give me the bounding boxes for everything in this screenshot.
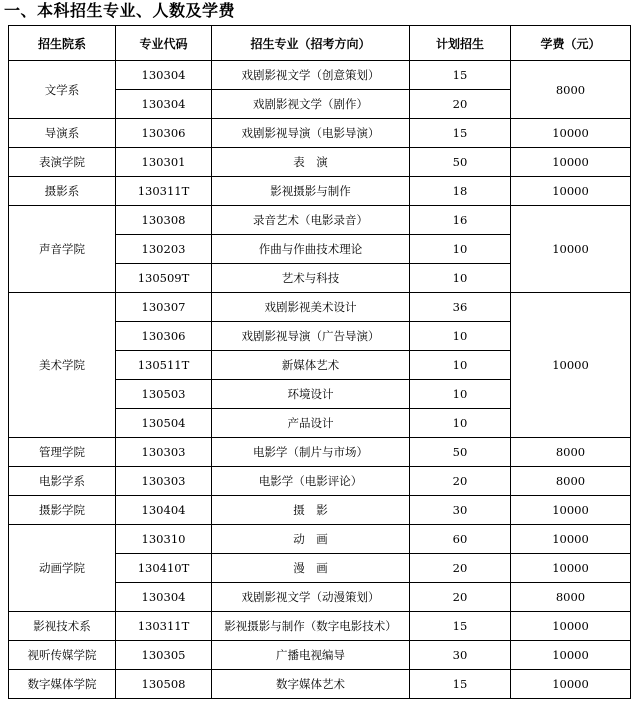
department-cell: 数字媒体学院 — [9, 670, 116, 699]
code-cell: 130311T — [116, 177, 212, 206]
header-code: 专业代码 — [116, 26, 212, 61]
fee-cell: 10000 — [511, 206, 631, 293]
table-row — [9, 177, 631, 206]
major-cell: 数字媒体艺术 — [212, 670, 410, 699]
table-row — [9, 467, 631, 496]
header-fee: 学费（元） — [511, 26, 631, 61]
major-cell: 戏剧影视导演（电影导演） — [212, 119, 410, 148]
table-header-row — [9, 26, 631, 61]
table-row — [9, 525, 631, 554]
quota-cell: 30 — [410, 496, 511, 525]
code-cell: 130503 — [116, 380, 212, 409]
code-cell: 130304 — [116, 61, 212, 90]
code-cell: 130508 — [116, 670, 212, 699]
major-cell: 戏剧影视美术设计 — [212, 293, 410, 322]
code-cell: 130306 — [116, 119, 212, 148]
department-cell: 声音学院 — [9, 206, 116, 293]
code-cell: 130511T — [116, 351, 212, 380]
code-cell: 130203 — [116, 235, 212, 264]
department-cell: 动画学院 — [9, 525, 116, 612]
code-cell: 130410T — [116, 554, 212, 583]
major-cell: 环境设计 — [212, 380, 410, 409]
major-cell: 摄 影 — [212, 496, 410, 525]
quota-cell: 10 — [410, 351, 511, 380]
section-title: 一、本科招生专业、人数及学费 — [4, 1, 236, 20]
quota-cell: 10 — [410, 235, 511, 264]
quota-cell: 50 — [410, 148, 511, 177]
table-row — [9, 206, 631, 235]
quota-cell: 50 — [410, 438, 511, 467]
code-cell: 130301 — [116, 148, 212, 177]
major-cell: 戏剧影视文学（剧作） — [212, 90, 410, 119]
quota-cell: 15 — [410, 612, 511, 641]
department-cell: 摄影系 — [9, 177, 116, 206]
major-cell: 漫 画 — [212, 554, 410, 583]
major-cell: 产品设计 — [212, 409, 410, 438]
quota-cell: 15 — [410, 670, 511, 699]
table-row — [9, 612, 631, 641]
major-cell: 新媒体艺术 — [212, 351, 410, 380]
major-cell: 戏剧影视文学（创意策划） — [212, 61, 410, 90]
header-department: 招生院系 — [9, 26, 116, 61]
quota-cell: 20 — [410, 90, 511, 119]
major-cell: 艺术与科技 — [212, 264, 410, 293]
quota-cell: 15 — [410, 61, 511, 90]
fee-cell: 10000 — [511, 177, 631, 206]
quota-cell: 20 — [410, 583, 511, 612]
quota-cell: 18 — [410, 177, 511, 206]
department-cell: 电影学系 — [9, 467, 116, 496]
quota-cell: 10 — [410, 264, 511, 293]
table-row — [9, 148, 631, 177]
major-cell: 影视摄影与制作（数字电影技术） — [212, 612, 410, 641]
code-cell: 130310 — [116, 525, 212, 554]
quota-cell: 30 — [410, 641, 511, 670]
fee-cell: 8000 — [511, 438, 631, 467]
code-cell: 130303 — [116, 438, 212, 467]
fee-cell: 10000 — [511, 293, 631, 438]
table-row — [9, 496, 631, 525]
department-cell: 影视技术系 — [9, 612, 116, 641]
table-row — [9, 61, 631, 90]
major-cell: 作曲与作曲技术理论 — [212, 235, 410, 264]
code-cell: 130306 — [116, 322, 212, 351]
fee-cell: 10000 — [511, 670, 631, 699]
major-cell: 动 画 — [212, 525, 410, 554]
department-cell: 文学系 — [9, 61, 116, 119]
major-cell: 戏剧影视文学（动漫策划） — [212, 583, 410, 612]
department-cell: 表演学院 — [9, 148, 116, 177]
quota-cell: 36 — [410, 293, 511, 322]
major-cell: 录音艺术（电影录音） — [212, 206, 410, 235]
quota-cell: 10 — [410, 322, 511, 351]
code-cell: 130504 — [116, 409, 212, 438]
department-cell: 摄影学院 — [9, 496, 116, 525]
fee-cell: 10000 — [511, 641, 631, 670]
enrollment-table — [8, 25, 631, 699]
department-cell: 视听传媒学院 — [9, 641, 116, 670]
quota-cell: 10 — [410, 409, 511, 438]
header-major: 招生专业（招考方向） — [212, 26, 410, 61]
quota-cell: 10 — [410, 380, 511, 409]
fee-cell: 8000 — [511, 583, 631, 612]
quota-cell: 60 — [410, 525, 511, 554]
fee-cell: 10000 — [511, 554, 631, 583]
department-cell: 导演系 — [9, 119, 116, 148]
fee-cell: 8000 — [511, 61, 631, 119]
table-row — [9, 670, 631, 699]
code-cell: 130305 — [116, 641, 212, 670]
quota-cell: 15 — [410, 119, 511, 148]
table-row — [9, 641, 631, 670]
department-cell: 美术学院 — [9, 293, 116, 438]
major-cell: 电影学（制片与市场） — [212, 438, 410, 467]
table-row — [9, 293, 631, 322]
table-row — [9, 438, 631, 467]
major-cell: 影视摄影与制作 — [212, 177, 410, 206]
fee-cell: 10000 — [511, 496, 631, 525]
code-cell: 130304 — [116, 90, 212, 119]
code-cell: 130404 — [116, 496, 212, 525]
code-cell: 130304 — [116, 583, 212, 612]
code-cell: 130308 — [116, 206, 212, 235]
department-cell: 管理学院 — [9, 438, 116, 467]
fee-cell: 10000 — [511, 119, 631, 148]
major-cell: 表 演 — [212, 148, 410, 177]
major-cell: 广播电视编导 — [212, 641, 410, 670]
fee-cell: 10000 — [511, 525, 631, 554]
quota-cell: 20 — [410, 554, 511, 583]
table-row — [9, 119, 631, 148]
quota-cell: 20 — [410, 467, 511, 496]
major-cell: 戏剧影视导演（广告导演） — [212, 322, 410, 351]
fee-cell: 10000 — [511, 612, 631, 641]
major-cell: 电影学（电影评论） — [212, 467, 410, 496]
code-cell: 130307 — [116, 293, 212, 322]
header-quota: 计划招生 — [410, 26, 511, 61]
code-cell: 130311T — [116, 612, 212, 641]
fee-cell: 8000 — [511, 467, 631, 496]
quota-cell: 16 — [410, 206, 511, 235]
code-cell: 130303 — [116, 467, 212, 496]
code-cell: 130509T — [116, 264, 212, 293]
fee-cell: 10000 — [511, 148, 631, 177]
